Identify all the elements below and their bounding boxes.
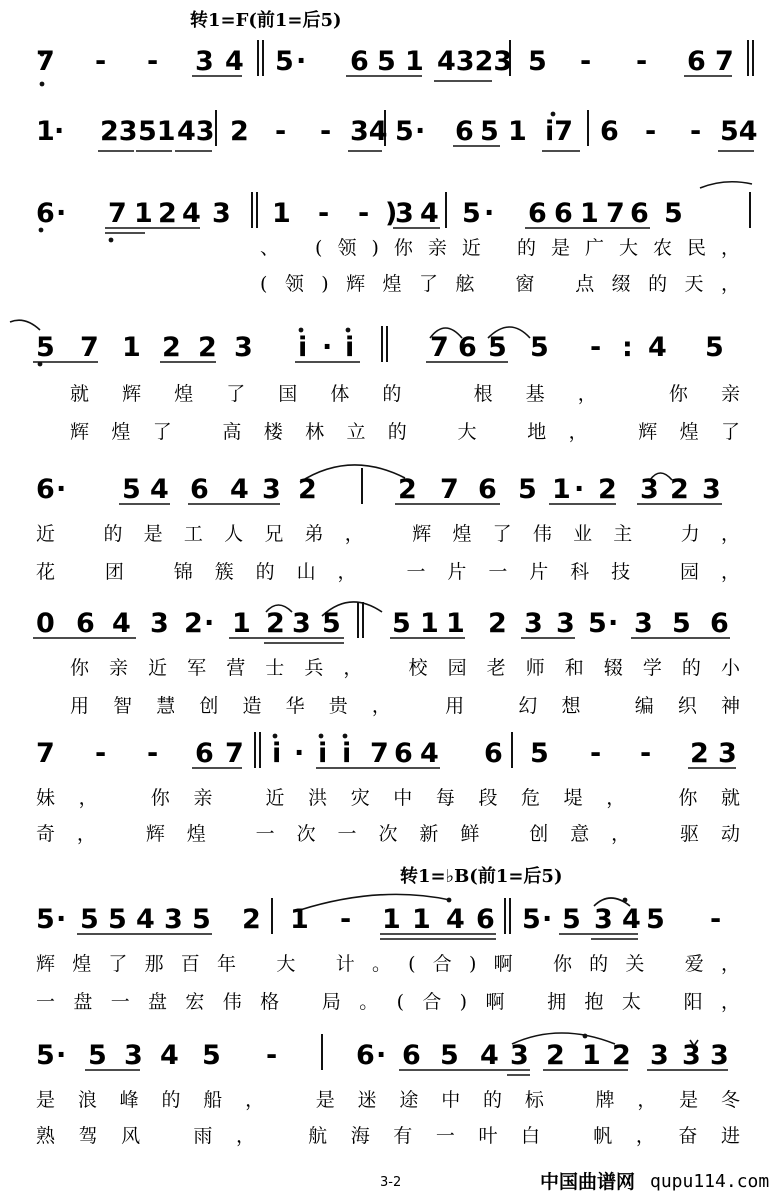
note: 7 (440, 474, 459, 505)
note: 6 (478, 474, 497, 505)
note: 43 (177, 116, 215, 147)
note: 7 (36, 738, 55, 769)
note: 4 (648, 332, 667, 363)
lyric-line: 熟驾风 雨， 航海有一叶白 帆，奋进 (36, 1125, 740, 1147)
note: 6 (710, 608, 729, 639)
note: 6 (554, 198, 573, 229)
high-octave-dot (623, 898, 628, 903)
note: · (574, 474, 585, 505)
note-glyphs (36, 46, 758, 1071)
note: 5 (392, 608, 411, 639)
note: · (542, 904, 553, 935)
note: 1 (412, 904, 431, 935)
note: 3 (510, 1040, 529, 1071)
note: 1 (582, 1040, 601, 1071)
note: 4 (150, 474, 169, 505)
note: 7 (36, 46, 55, 77)
note: 2 (230, 116, 249, 147)
note: - (690, 116, 702, 147)
note: 5 (80, 904, 99, 935)
note: 5 (672, 608, 691, 639)
note: 4 (112, 608, 131, 639)
note: 2 (690, 738, 709, 769)
note: 0 (36, 608, 55, 639)
note: 3 (124, 1040, 143, 1071)
note: 5 (488, 332, 507, 363)
note: 3 (594, 904, 613, 935)
note: 6 (455, 116, 474, 147)
lyric-line: 妹， 你亲 近洪灾中每段危堤， 你就 (36, 787, 740, 809)
note: · (56, 904, 67, 935)
modulation-label-2: 转1=♭B(前1=后5) (400, 866, 563, 887)
note: 4 (622, 904, 641, 935)
lyric-line: 一盘一盘宏伟格 局。(合)啊 拥抱太 阳， (36, 991, 741, 1013)
note: - (95, 46, 107, 77)
note: · (415, 116, 426, 147)
note: 3 (682, 1040, 701, 1071)
note: 5 (705, 332, 724, 363)
note: 4 (225, 46, 244, 77)
note: 3 (710, 1040, 729, 1071)
note: 2 (266, 608, 285, 639)
note: - (640, 738, 652, 769)
note: i (272, 738, 282, 769)
note: 3 (702, 474, 721, 505)
note: · (294, 738, 305, 769)
note: 6 (476, 904, 495, 935)
slur (10, 320, 40, 330)
note: i7 (545, 116, 574, 147)
lyric-line: 花 团 锦簇的山， 一片一片科技 园， (36, 561, 741, 583)
note: 6 (687, 46, 706, 77)
note: 1 (552, 474, 571, 505)
note: 7 (606, 198, 625, 229)
note: 2 (598, 474, 617, 505)
note: 1 (134, 198, 153, 229)
note: 5 (462, 198, 481, 229)
lyric-line: 是浪峰的船， 是迷途中的标 牌，是冬 (36, 1089, 741, 1111)
note: 6 (195, 738, 214, 769)
note: 5 (530, 332, 549, 363)
note: 4323 (437, 46, 513, 77)
note: 1 (382, 904, 401, 935)
note: 5 (108, 904, 127, 935)
note: 2 (546, 1040, 565, 1071)
note: · (608, 608, 619, 639)
note: 34 (350, 116, 388, 147)
lyric-line: 近 的是工人兄弟， 辉煌了伟业主 力， (36, 523, 740, 545)
note: 6 (36, 474, 55, 505)
note: 5 (377, 46, 396, 77)
note: 4 (160, 1040, 179, 1071)
note: - (275, 116, 287, 147)
low-octave-dot (109, 238, 114, 243)
note: 5 (36, 332, 55, 363)
watermark-url: qupu114.com (650, 1171, 770, 1192)
note: 3 (556, 608, 575, 639)
note: 4 (420, 198, 439, 229)
modulation-label: 转1=F(前1=后5) (190, 10, 342, 31)
note: - (710, 904, 722, 935)
note: · (56, 1040, 67, 1071)
note: 4 (420, 738, 439, 769)
note: 5 (528, 46, 547, 77)
note: 2 (162, 332, 181, 363)
note: 3 (524, 608, 543, 639)
note: 3 (292, 608, 311, 639)
note: 4 (136, 904, 155, 935)
note: 1 (405, 46, 424, 77)
note: 5 (522, 904, 541, 935)
lyric-line: 辉煌了 高楼林立的 大 地， 辉煌了 (70, 421, 740, 443)
page-number: 3-2 (380, 1175, 402, 1190)
note: 5 (88, 1040, 107, 1071)
note: 54 (720, 116, 758, 147)
note: 6 (394, 738, 413, 769)
note: 5 (530, 738, 549, 769)
note: 2 (184, 608, 203, 639)
note: 6 (402, 1040, 421, 1071)
lyric-line: 奇， 辉煌 一次一次新鲜 创意， 驱动 (36, 823, 741, 845)
note: i (342, 738, 352, 769)
note: 7 (225, 738, 244, 769)
note: 1 (36, 116, 55, 147)
note: 6 (458, 332, 477, 363)
note: 5 (480, 116, 499, 147)
note: - (340, 904, 352, 935)
note: 4 (182, 198, 201, 229)
note: 5 (395, 116, 414, 147)
note: 6 (600, 116, 619, 147)
watermark-chinese: 中国曲谱网 (540, 1171, 636, 1193)
lyric-line: 辉煌了那百年 大 计。(合)啊 你的关 爱， (36, 953, 740, 975)
note: · (204, 608, 215, 639)
note: 6 (190, 474, 209, 505)
note: · (56, 198, 67, 229)
note: 1 (272, 198, 291, 229)
note: 1 (420, 608, 439, 639)
note: 3 (640, 474, 659, 505)
note: - (358, 198, 370, 229)
note: 1 (232, 608, 251, 639)
note: 4 (480, 1040, 499, 1071)
note: 6 (528, 198, 547, 229)
note: · (322, 332, 333, 363)
note: 7 (108, 198, 127, 229)
note: 5 (122, 474, 141, 505)
high-octave-dot (583, 1034, 588, 1039)
note: · (296, 46, 307, 77)
note: 3 (234, 332, 253, 363)
note: 6 (350, 46, 369, 77)
note: 3 (195, 46, 214, 77)
note: 2 (158, 198, 177, 229)
note: - (580, 46, 592, 77)
note: - (147, 46, 159, 77)
note: 2 (488, 608, 507, 639)
note: 2 (398, 474, 417, 505)
note: - (95, 738, 107, 769)
note: 3 (150, 608, 169, 639)
note: · (376, 1040, 387, 1071)
high-octave-dot (447, 898, 452, 903)
note: - (636, 46, 648, 77)
lyric-line: 用智慧创造华贵， 用 幻想 编织神 (70, 695, 740, 717)
note: 2 (298, 474, 317, 505)
note: 5 (518, 474, 537, 505)
note: 3 (262, 474, 281, 505)
note: - (590, 738, 602, 769)
note: 6 (36, 198, 55, 229)
lyric-line: 你亲近军营士兵， 校园老师和辍学的小 (70, 657, 740, 679)
lyric-line: 就辉煌了国体的 根基， 你亲 (70, 383, 741, 405)
note: 6 (356, 1040, 375, 1071)
note: 1 (508, 116, 527, 147)
note: - (590, 332, 602, 363)
note: - (266, 1040, 278, 1071)
note: - (147, 738, 159, 769)
note: - (320, 116, 332, 147)
note: 3 (212, 198, 231, 229)
note: 5 (440, 1040, 459, 1071)
note: 51 (138, 116, 176, 147)
lyric-line: (领)辉煌了舷 窗 点缀的天， (260, 273, 740, 295)
note: 7 (715, 46, 734, 77)
note: 6 (630, 198, 649, 229)
note: 1 (290, 904, 309, 935)
lyric-line: 、 (领)你亲近 的是广大农民， (260, 237, 740, 259)
low-octave-dot (40, 82, 45, 87)
note: 3 (718, 738, 737, 769)
note: 7 (430, 332, 449, 363)
slur (700, 182, 752, 188)
note: 5 (202, 1040, 221, 1071)
note: 23 (100, 116, 138, 147)
note: 2 (612, 1040, 631, 1071)
note: : (622, 332, 633, 363)
note: 2 (670, 474, 689, 505)
note: 7 (370, 738, 389, 769)
note: 5 (588, 608, 607, 639)
note: i (298, 332, 308, 363)
note: 5 (664, 198, 683, 229)
note: 1 (580, 198, 599, 229)
note: - (645, 116, 657, 147)
note: i (345, 332, 355, 363)
note: 5 (646, 904, 665, 935)
note: 4 (230, 474, 249, 505)
note: · (56, 474, 67, 505)
note: 2 (242, 904, 261, 935)
note: 5 (562, 904, 581, 935)
note: - (318, 198, 330, 229)
note: 2 (198, 332, 217, 363)
note: 6 (76, 608, 95, 639)
note: ) (385, 198, 398, 229)
note: 3 (634, 608, 653, 639)
note: 3 (164, 904, 183, 935)
note: · (54, 116, 65, 147)
note: 3 (395, 198, 414, 229)
note: 5 (36, 1040, 55, 1071)
note: 7 (80, 332, 99, 363)
note: 4 (446, 904, 465, 935)
lyric-text (36, 237, 741, 1147)
note: 5 (322, 608, 341, 639)
note: 1 (122, 332, 141, 363)
note: 6 (484, 738, 503, 769)
note: 1 (446, 608, 465, 639)
note: · (484, 198, 495, 229)
note: i (318, 738, 328, 769)
note: 5 (275, 46, 294, 77)
note: 5 (192, 904, 211, 935)
note: 5 (36, 904, 55, 935)
note: 3 (650, 1040, 669, 1071)
